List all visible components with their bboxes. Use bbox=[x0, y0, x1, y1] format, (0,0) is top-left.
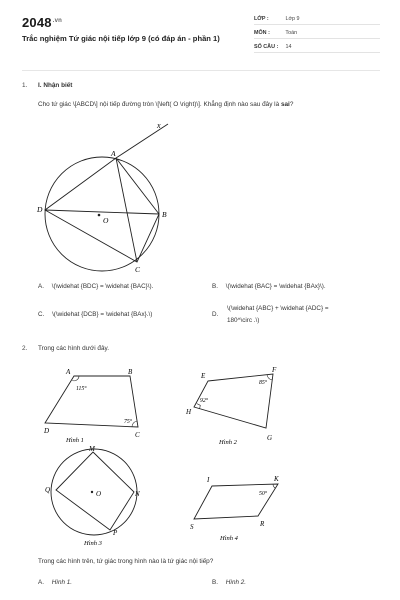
diagonal-ac bbox=[116, 158, 137, 262]
center-point-o bbox=[98, 214, 101, 217]
answer-text: \(\widehat {BAC} = \widehat {BAx}\). bbox=[225, 283, 326, 290]
q1-circle-figure bbox=[30, 116, 180, 276]
label-f: F bbox=[272, 366, 277, 374]
meta-row-class bbox=[254, 16, 380, 25]
answer-option-c[interactable] bbox=[38, 311, 152, 318]
answer-letter: B. bbox=[212, 283, 218, 290]
label-a: A bbox=[111, 149, 116, 158]
answer-letter: A. bbox=[38, 283, 44, 290]
answer-text: \(\widehat {BDC} = \widehat {BAC}\). bbox=[51, 283, 154, 290]
answer-option-d[interactable] bbox=[212, 311, 218, 318]
label-n: N bbox=[135, 490, 140, 498]
figure-1 bbox=[38, 364, 158, 452]
document-title: Trắc nghiệm Tứ giác nội tiếp lớp 9 (có đáp án - phần 1) bbox=[22, 34, 220, 43]
diagonal-bd bbox=[45, 210, 159, 214]
quadrilateral-mnpq bbox=[56, 452, 134, 530]
question-text: Trong các hình dưới đây. bbox=[38, 345, 109, 352]
center-point-o bbox=[91, 491, 93, 493]
meta-value: Toán bbox=[285, 30, 298, 36]
answer-text: Hình 2. bbox=[225, 579, 247, 586]
label-c: C bbox=[135, 265, 141, 274]
answer-option-b[interactable] bbox=[212, 283, 326, 290]
site-logo[interactable] bbox=[22, 15, 62, 30]
answer-d-line-1: \(\widehat {ABC} + \widehat {ADC} = bbox=[227, 305, 329, 312]
question-text-end: ? bbox=[289, 101, 294, 108]
meta-value: Lớp 9 bbox=[285, 16, 300, 22]
logo-main-text: 2048 bbox=[22, 15, 52, 30]
label-q: Q bbox=[45, 486, 51, 494]
label-a: A bbox=[66, 368, 71, 376]
label-d: D bbox=[37, 205, 43, 214]
angle-label-k: 50° bbox=[259, 491, 268, 497]
circle-o bbox=[51, 449, 137, 535]
meta-key: SỐ CÂU : bbox=[254, 44, 279, 50]
label-o: O bbox=[96, 490, 102, 498]
meta-key: MÔN : bbox=[254, 30, 270, 36]
answer-letter: A. bbox=[38, 579, 44, 586]
meta-value: 14 bbox=[285, 44, 292, 50]
meta-row-subject bbox=[254, 30, 380, 39]
label-h: H bbox=[186, 408, 192, 416]
label-b: B bbox=[162, 210, 167, 219]
label-x: x bbox=[157, 121, 161, 130]
answer-option-a[interactable] bbox=[38, 283, 153, 290]
label-c: C bbox=[135, 431, 140, 439]
answer-letter: C. bbox=[38, 311, 45, 318]
label-b: B bbox=[128, 368, 133, 376]
answer-option-b[interactable] bbox=[212, 579, 246, 586]
angle-label-h: 92° bbox=[200, 398, 209, 404]
figure-3 bbox=[38, 444, 158, 548]
figure-caption: Hình 4 bbox=[220, 535, 238, 542]
figure-caption: Hình 1 bbox=[66, 437, 84, 444]
label-s: S bbox=[190, 523, 194, 531]
label-e: E bbox=[201, 372, 206, 380]
question-number: 1. bbox=[22, 82, 28, 89]
label-r: R bbox=[260, 520, 265, 528]
question-number: 2. bbox=[22, 345, 28, 352]
answer-text: \(\widehat {DCB} = \widehat {BAx}.\) bbox=[52, 311, 153, 318]
section-heading: I. Nhận biết bbox=[38, 82, 73, 89]
answer-letter: B. bbox=[212, 579, 218, 586]
angle-mark-f bbox=[267, 375, 272, 380]
angle-mark-c bbox=[132, 421, 137, 427]
label-o: O bbox=[103, 216, 109, 225]
angle-label-c: 75° bbox=[124, 419, 133, 425]
label-p: P bbox=[113, 529, 118, 537]
answer-option-a[interactable] bbox=[38, 579, 72, 586]
label-d: D bbox=[44, 427, 50, 435]
answer-letter: D. bbox=[212, 311, 219, 318]
figure-2 bbox=[180, 364, 280, 452]
label-g: G bbox=[267, 434, 273, 442]
label-m: M bbox=[89, 445, 95, 453]
answer-d-line-2: 180^\circ .\) bbox=[227, 317, 260, 324]
question-text bbox=[38, 101, 293, 108]
figure-4 bbox=[180, 468, 290, 548]
figure-caption: Hình 2 bbox=[219, 439, 237, 446]
logo-suffix-text: .vn bbox=[52, 17, 63, 24]
meta-key: LỚP : bbox=[254, 16, 269, 22]
label-k: K bbox=[274, 475, 279, 483]
label-i: I bbox=[207, 476, 210, 484]
circle-o bbox=[45, 157, 159, 271]
header-divider bbox=[22, 70, 380, 71]
angle-label-a: 115° bbox=[76, 386, 87, 392]
figure-caption: Hình 3 bbox=[84, 540, 102, 547]
angle-mark-k bbox=[273, 484, 275, 488]
meta-row-count bbox=[254, 44, 380, 53]
answer-text: Hình 1. bbox=[51, 579, 73, 586]
quadrilateral-iksr bbox=[194, 484, 278, 519]
question-text-main: Cho tứ giác \[ABCD\] nội tiếp đường tròn \[\left( O \right)\]. Khẳng định nào sau đây là bbox=[38, 101, 281, 108]
angle-label-f: 85° bbox=[259, 380, 268, 386]
question-text: Trong các hình trên, tứ giác trong hình nào là tứ giác nội tiếp? bbox=[38, 558, 214, 565]
question-text-emphasis: sai bbox=[280, 101, 290, 108]
